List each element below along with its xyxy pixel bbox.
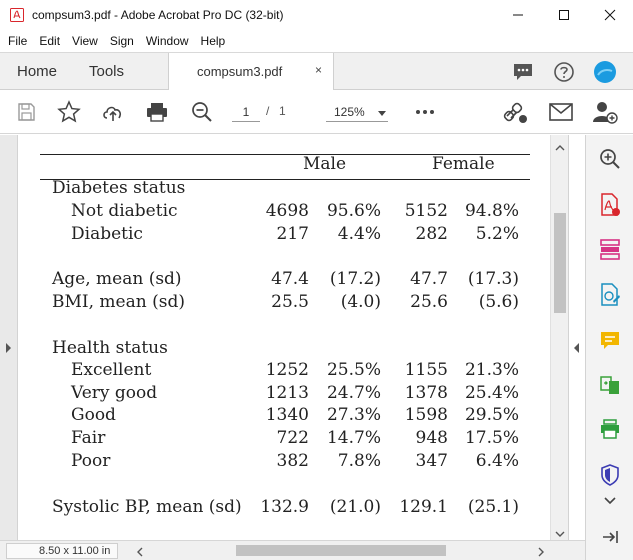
row-label: Systolic BP, mean (sd)	[52, 497, 242, 517]
table-cell: 217	[276, 224, 309, 244]
tab-document[interactable]	[168, 53, 334, 91]
menu-view[interactable]: View	[72, 34, 98, 48]
row-label: Not diabetic	[71, 201, 178, 221]
email-icon[interactable]	[548, 99, 574, 125]
page-total: 1	[279, 104, 286, 118]
table-cell: 27.3%	[326, 405, 381, 425]
comment-tool-icon[interactable]	[596, 327, 624, 355]
row-label: Diabetic	[71, 224, 143, 244]
tab-bar	[0, 52, 633, 90]
scroll-left-icon[interactable]	[136, 546, 143, 560]
menu-window[interactable]: Window	[145, 34, 189, 48]
table-cell: (21.0)	[329, 497, 381, 517]
cloud-upload-icon[interactable]	[100, 99, 126, 125]
combine-files-icon[interactable]	[596, 371, 624, 399]
table-cell: 1213	[265, 383, 309, 403]
table-cell: 347	[415, 451, 448, 471]
table-cell: 25.5	[271, 292, 309, 312]
table-cell: 29.5%	[464, 405, 519, 425]
row-label: Excellent	[71, 360, 152, 380]
table-cell: (17.3)	[467, 269, 519, 289]
table-cell: 948	[415, 428, 448, 448]
table-cell: 4.4%	[337, 224, 381, 244]
user-avatar-icon[interactable]	[593, 60, 617, 84]
table-cell: 1598	[404, 405, 448, 425]
page-size-readout: 8.50 x 11.00 in	[6, 543, 118, 559]
table-cell: 24.7%	[326, 383, 381, 403]
table-cell: 21.3%	[464, 360, 519, 380]
edit-pdf-icon[interactable]	[596, 281, 624, 309]
print-production-icon[interactable]	[596, 415, 624, 443]
close-window-button[interactable]	[587, 0, 633, 30]
tab-home[interactable]: Home	[17, 63, 58, 80]
row-label: Good	[71, 405, 116, 425]
column-header-male: Male	[303, 154, 347, 174]
menu-help[interactable]: Help	[200, 34, 226, 48]
menu-file[interactable]: File	[8, 34, 28, 48]
minimize-button[interactable]	[495, 0, 541, 30]
scroll-down-icon[interactable]	[555, 527, 565, 541]
table-cell: 47.7	[410, 269, 448, 289]
table-cell: 25.4%	[464, 383, 519, 403]
row-label: Very good	[71, 383, 158, 403]
maximize-button[interactable]	[541, 0, 587, 30]
table-cell: 25.5%	[326, 360, 381, 380]
table-cell: 7.8%	[337, 451, 381, 471]
help-icon[interactable]	[552, 60, 576, 84]
table-cell: 47.4	[271, 269, 309, 289]
protect-shield-icon[interactable]	[596, 461, 624, 489]
row-label: Poor	[71, 451, 111, 471]
table-cell: 14.7%	[326, 428, 381, 448]
close-tab-icon[interactable]: ×	[315, 63, 323, 77]
zoom-level-select[interactable]: 125%	[326, 102, 388, 122]
group-label-health-status: Health status	[52, 338, 168, 358]
table-cell: (25.1)	[467, 497, 519, 517]
row-label: Age, mean (sd)	[52, 269, 182, 289]
zoom-out-icon[interactable]	[189, 99, 215, 125]
table-cell: 382	[276, 451, 309, 471]
status-bar	[0, 540, 585, 560]
table-cell: (5.6)	[478, 292, 519, 312]
table-cell: 282	[415, 224, 448, 244]
table-cell: (17.2)	[329, 269, 381, 289]
page-separator: /	[266, 104, 270, 118]
table-cell: 95.6%	[326, 201, 381, 221]
zoom-in-tool-icon[interactable]	[596, 145, 624, 173]
column-header-female: Female	[432, 154, 495, 174]
row-label: BMI, mean (sd)	[52, 292, 185, 312]
table-cell: 132.9	[260, 497, 309, 517]
table-cell: 722	[276, 428, 309, 448]
tab-tools[interactable]: Tools	[89, 63, 125, 80]
table-cell: 25.6	[410, 292, 448, 312]
chevron-left-icon[interactable]	[573, 342, 580, 356]
share-link-icon[interactable]	[503, 99, 529, 125]
table-cell: 1378	[404, 383, 448, 403]
menu-edit[interactable]: Edit	[39, 34, 61, 48]
left-panel-toggle[interactable]	[0, 135, 18, 540]
menu-sign[interactable]: Sign	[109, 34, 134, 48]
toolbar	[0, 90, 633, 134]
table-cell: 1340	[265, 405, 309, 425]
acrobat-logo-icon	[10, 8, 24, 22]
vertical-scrollbar[interactable]	[550, 135, 568, 540]
window-title: compsum3.pdf - Adobe Acrobat Pro DC (32-bit)	[32, 8, 284, 22]
scroll-right-icon[interactable]	[538, 546, 545, 560]
table-cell: 17.5%	[464, 428, 519, 448]
chevron-down-icon[interactable]	[596, 487, 624, 515]
export-pdf-icon[interactable]	[596, 191, 624, 219]
table-cell: 5.2%	[475, 224, 519, 244]
comment-chat-icon[interactable]	[511, 60, 535, 84]
save-icon[interactable]	[13, 99, 39, 125]
table-cell: 6.4%	[475, 451, 519, 471]
chevron-down-icon[interactable]	[378, 106, 386, 120]
print-icon[interactable]	[144, 99, 170, 125]
add-user-icon[interactable]	[592, 99, 618, 125]
table-cell: 4698	[265, 201, 309, 221]
menu-bar	[0, 30, 633, 52]
collapse-pane-icon[interactable]	[596, 523, 624, 551]
tools-pane	[585, 135, 633, 560]
vertical-scroll-thumb[interactable]	[554, 213, 566, 313]
right-pane-toggle[interactable]	[568, 135, 585, 540]
page-number-input[interactable]: 1	[232, 102, 260, 122]
table-cell: 1252	[265, 360, 309, 380]
scroll-up-icon[interactable]	[555, 140, 565, 154]
table-cell: 94.8%	[464, 201, 519, 221]
row-label: Fair	[71, 428, 106, 448]
bookmark-star-icon[interactable]	[56, 99, 82, 125]
table-cell: 5152	[404, 201, 448, 221]
chevron-right-icon[interactable]	[5, 342, 12, 356]
organize-pages-icon[interactable]	[596, 235, 624, 263]
title-bar	[0, 0, 633, 30]
more-tools-icon[interactable]	[412, 99, 438, 125]
horizontal-scroll-thumb[interactable]	[236, 545, 446, 556]
group-label-diabetes-status: Diabetes status	[52, 178, 186, 198]
table-cell: 129.1	[399, 497, 448, 517]
table-cell: 1155	[404, 360, 448, 380]
tab-document-label: compsum3.pdf	[197, 64, 283, 79]
table-cell: (4.0)	[340, 292, 381, 312]
horizontal-scrollbar[interactable]	[128, 541, 568, 560]
document-view	[18, 135, 550, 540]
